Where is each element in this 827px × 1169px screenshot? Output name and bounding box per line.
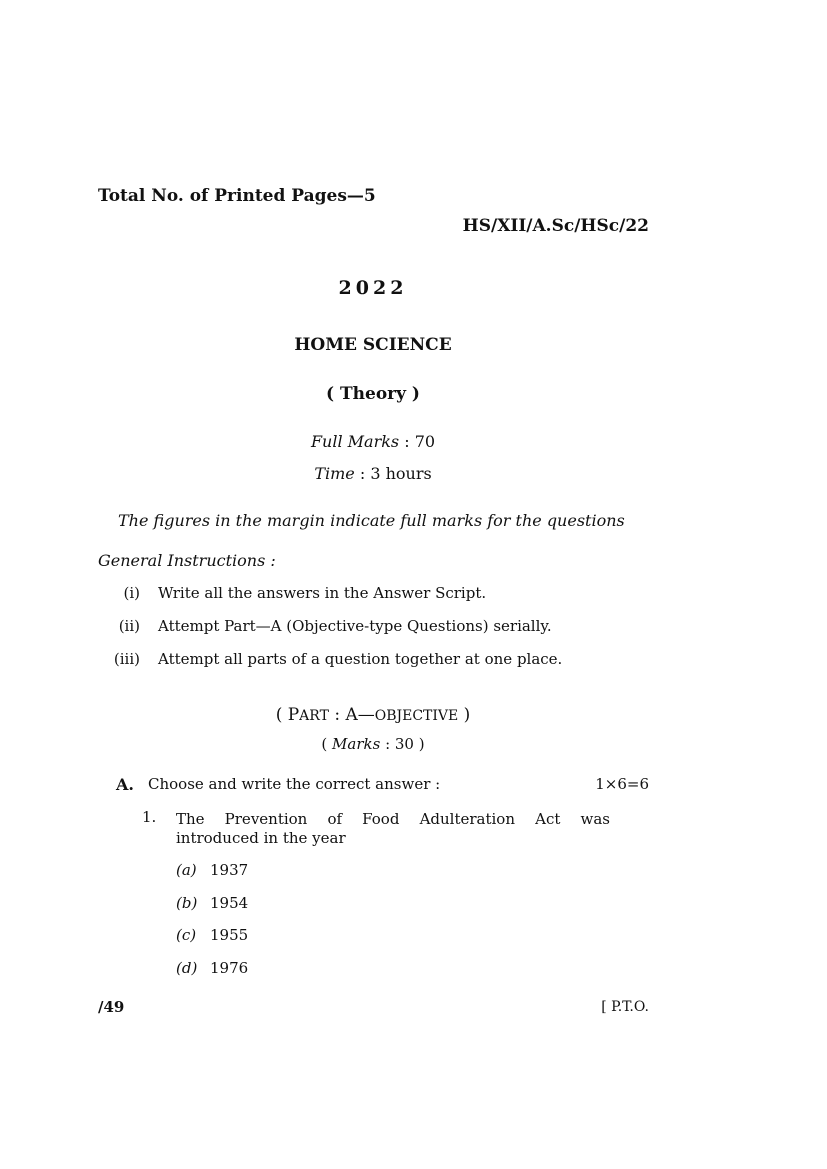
- instruction-number: (i): [123, 584, 140, 602]
- part-heading-open: ( P: [275, 705, 300, 725]
- question-text-line2: introduced in the year: [176, 829, 346, 847]
- instruction-number: (ii): [118, 617, 140, 635]
- option-label: (a): [176, 861, 197, 879]
- printed-pages-count: Total No. of Printed Pages—5: [98, 186, 376, 206]
- option-text: 1955: [210, 926, 249, 944]
- exam-year: 2022: [338, 277, 408, 299]
- part-marks-label: Marks: [332, 735, 381, 753]
- time-value: : 3 hours: [354, 464, 432, 483]
- full-marks-value: : 70: [399, 432, 436, 451]
- part-heading-word: ART: [299, 708, 329, 724]
- question-text-line1: The Prevention of Food Adulteration Act was: [176, 810, 610, 828]
- part-heading-close: ): [458, 705, 471, 725]
- time-label: Time: [314, 464, 355, 483]
- paper-code: HS/XII/A.Sc/HSc/22: [462, 216, 649, 236]
- instruction-text: Write all the answers in the Answer Script.: [158, 584, 487, 602]
- page-footer-pto: [ P.T.O.: [601, 999, 649, 1015]
- part-marks-value: : 30 ): [380, 735, 425, 753]
- part-a-heading: [0, 705, 746, 725]
- section-instruction: Choose and write the correct answer :: [148, 775, 441, 793]
- question-number: 1.: [142, 808, 157, 826]
- general-instructions-heading: General Instructions :: [98, 551, 276, 570]
- option-label: (c): [176, 926, 197, 944]
- figures-note: The figures in the margin indicate full marks for the questions: [118, 511, 625, 530]
- option-label: (b): [176, 894, 198, 912]
- instruction-number: (iii): [113, 650, 140, 668]
- instruction-text: Attempt Part—A (Objective-type Questions) serially.: [158, 617, 552, 635]
- page-footer-code: /49: [98, 998, 125, 1016]
- instruction-text: Attempt all parts of a question together at one place.: [158, 650, 563, 668]
- full-marks-label: Full Marks: [310, 432, 400, 451]
- option-text: 1954: [210, 894, 249, 912]
- section-marks: 1×6=6: [595, 775, 649, 793]
- subject-title: HOME SCIENCE: [294, 335, 452, 355]
- part-heading-objective: OBJECTIVE: [374, 708, 459, 724]
- option-label: (d): [176, 959, 198, 977]
- option-text: 1976: [210, 959, 249, 977]
- part-marks-open: (: [321, 735, 333, 753]
- option-text: 1937: [210, 861, 249, 879]
- part-heading-middle: : A—: [328, 705, 375, 725]
- exam-time: [0, 464, 746, 483]
- section-label: A.: [116, 775, 134, 794]
- paper-type: ( Theory ): [326, 384, 420, 404]
- full-marks: [0, 432, 746, 451]
- part-a-marks: [0, 735, 746, 753]
